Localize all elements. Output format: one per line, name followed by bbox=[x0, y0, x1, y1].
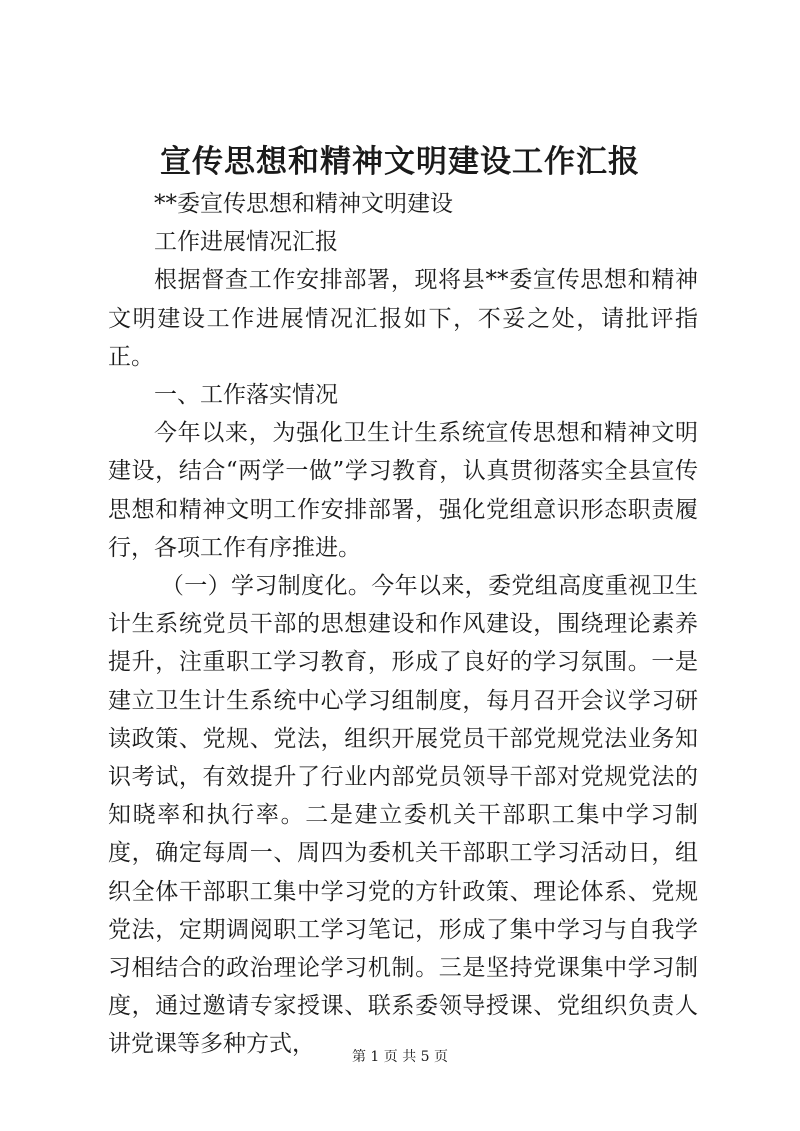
paragraph-1: **委宣传思想和精神文明建设 bbox=[154, 191, 453, 217]
page-footer: 第 1 页 共 5 页 bbox=[351, 1049, 449, 1065]
paragraph-2: 工作进展情况汇报 bbox=[154, 229, 338, 256]
paragraph-5: （一）学习制度化。今年以来，委党组高度重视卫生计生系统党员干部的思想建设和作风建设，围绕理论素养提升，注重职工学习教育，形成了良好的学习氛围。一是建立卫生计生系统中心学习组制度，每月召开会议学习研读政策、党规、党法，组织开展党员干部党规党法业务知识考试，有效提升了行业内部党员领导干部对党规党法的知晓率和执行率。二是建立委机关干部职工集中学习制度，确定每周一、周四为委机关干部职工学习活动日，组织全体干部职工集中学习党的方针政策、理论体系、党规党法，定期调阅职工学习笔记，形成了集中学习与自我学习相结合的政治理论学习机制。三是坚持党课集中学习制度，通过邀请专家授课、联系委领导授课、党组织负责人讲党课等多种方式， bbox=[108, 573, 698, 1058]
section-heading-1: 一、工作落实情况 bbox=[154, 382, 338, 409]
paragraph-3: 根据督查工作安排部署，现将县**委宣传思想和精神文明建设工作进展情况汇报如下，不妥之处，请批评指正。 bbox=[108, 267, 698, 370]
document-body bbox=[108, 185, 698, 1064]
paragraph-4: 今年以来，为强化卫生计生系统宣传思想和精神文明建设，结合“两学一做”学习教育，认真贯彻落实全县宣传思想和精神文明工作安排部署，强化党组意识形态职责履行，各项工作有序推进。 bbox=[108, 420, 698, 561]
document-title: 宣传思想和精神文明建设工作汇报 bbox=[160, 144, 640, 180]
